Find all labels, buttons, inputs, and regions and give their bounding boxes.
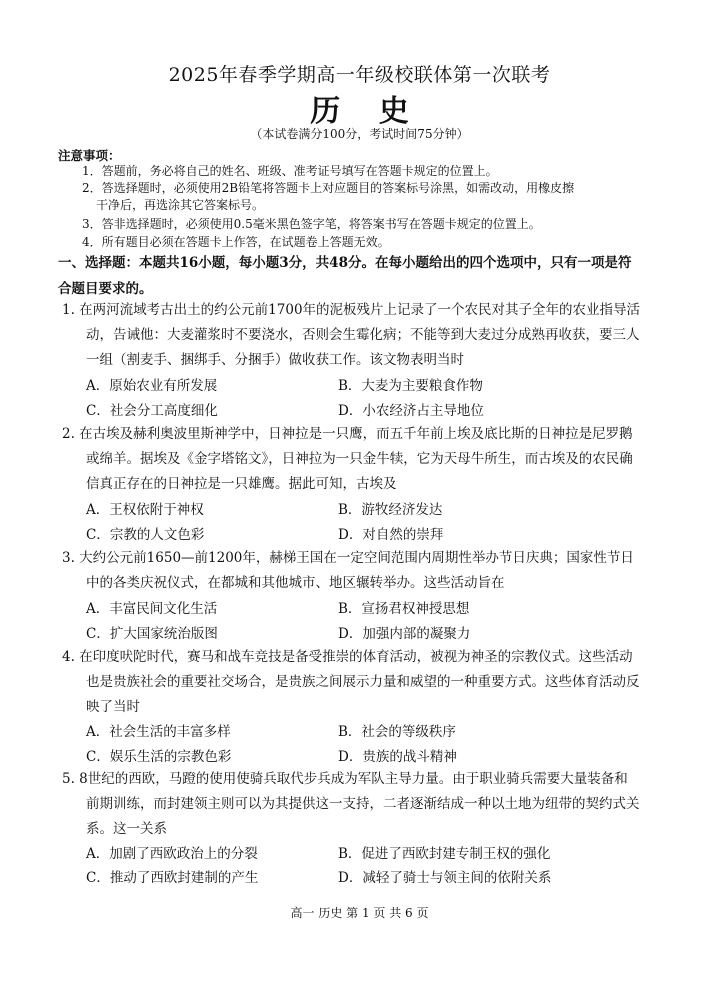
question-5-option-c[interactable]: C．推动了西欧封建制的产生 bbox=[86, 870, 259, 886]
question-4 bbox=[62, 645, 692, 720]
question-2-line-1: 2. 在古埃及赫利奥波里斯神学中，日神拉是一只鹰，而五千年前上埃及底比斯的日神拉是尼罗鹅 bbox=[62, 426, 633, 442]
question-4-line-1: 4. 在印度吠陀时代，赛马和战车竞技是备受推崇的体育活动，被视为神圣的宗教仪式。这些活动 bbox=[62, 649, 633, 665]
notice-item-4: 4．所有题目必须在答题卡上作答，在试题卷上答题无效。 bbox=[82, 235, 390, 249]
question-2-option-b[interactable]: B．游牧经济发达 bbox=[338, 502, 443, 518]
question-1-option-b[interactable]: B．大麦为主要粮食作物 bbox=[338, 378, 483, 394]
question-5-option-b[interactable]: B．促进了西欧封建专制王权的强化 bbox=[338, 846, 551, 862]
notice-item-2: 2．答选择题时，必须使用2B铅笔将答题卡上对应题目的答案标号涂黑，如需改动，用橡皮擦 bbox=[82, 181, 575, 195]
question-2-option-a[interactable]: A．王权依附于神权 bbox=[86, 502, 204, 518]
notice-item-3: 3．答非选择题时，必须使用0.5毫米黑色签字笔，将答案书写在答题卡规定的位置上。 bbox=[82, 217, 541, 231]
page-footer: 高一 历史 第 1 页 共 6 页 bbox=[290, 906, 429, 920]
section-heading-line1: 一、选择题：本题共16小题，每小题3分，共48分。在每小题给出的四个选项中，只有一项是符 bbox=[58, 255, 632, 271]
question-1-option-d[interactable]: D．小农经济占主导地位 bbox=[338, 403, 484, 419]
question-1 bbox=[62, 298, 692, 373]
question-5 bbox=[62, 767, 692, 842]
question-4-option-b[interactable]: B．社会的等级秩序 bbox=[338, 724, 456, 740]
subject-title: 历 史 bbox=[310, 94, 423, 129]
question-3-option-b[interactable]: B．宣扬君权神授思想 bbox=[338, 601, 470, 617]
question-4-line-2: 也是贵族社会的重要社交场合，是贵族之间展示力量和威望的一种重要方式。这些体育活动反 bbox=[86, 674, 640, 690]
notice-item-1: 1．答题前，务必将自己的姓名、班级、准考证号填写在答题卡规定的位置上。 bbox=[82, 164, 498, 178]
question-5-line-1: 5. 8世纪的西欧，马蹬的使用使骑兵取代步兵成为军队主导力量。由于职业骑兵需要大量装备和 bbox=[62, 771, 628, 787]
question-5-line-2: 前期训练，而封建领主则可以为其提供这一支持，二者逐渐结成一种以土地为纽带的契约式关 bbox=[86, 796, 640, 812]
question-2-line-2: 或绵羊。据埃及《金字塔铭文》，日神拉为一只金牛犊，它为天母牛所生，而古埃及的农民确 bbox=[86, 451, 633, 467]
section-heading-line2: 合题目要求的。 bbox=[58, 281, 153, 297]
question-3-option-a[interactable]: A．丰富民间文化生活 bbox=[86, 601, 218, 617]
question-4-option-a[interactable]: A．社会生活的丰富多样 bbox=[86, 724, 231, 740]
exam-title: 2025年春季学期高一年级校联体第一次联考 bbox=[168, 64, 551, 86]
question-3-option-d[interactable]: D．加强内部的凝聚力 bbox=[338, 626, 471, 642]
question-3-line-2: 中的各类庆祝仪式，在都城和其他城市、地区辗转举办。这些活动旨在 bbox=[86, 575, 505, 591]
question-1-option-a[interactable]: A．原始农业有所发展 bbox=[86, 378, 218, 394]
question-2 bbox=[62, 422, 692, 497]
question-5-option-a[interactable]: A．加剧了西欧政治上的分裂 bbox=[86, 846, 258, 862]
question-4-option-c[interactable]: C．娱乐生活的宗教色彩 bbox=[86, 749, 232, 765]
notice-item-2-cont: 干净后，再选涂其它答案标号。 bbox=[96, 198, 265, 212]
section-heading bbox=[58, 250, 698, 302]
question-5-line-3: 系。这一关系 bbox=[86, 821, 167, 837]
question-4-option-d[interactable]: D．贵族的战斗精神 bbox=[338, 749, 457, 765]
question-3-line-1: 3. 大约公元前1650—前1200年，赫梯王国在一定空间范围内周期性举办节日庆典；国家性节日 bbox=[62, 550, 634, 566]
question-4-line-3: 映了当时 bbox=[86, 699, 140, 715]
question-3-option-c[interactable]: C．扩大国家统治版图 bbox=[86, 626, 218, 642]
question-1-option-c[interactable]: C．社会分工高度细化 bbox=[86, 403, 218, 419]
question-2-option-c[interactable]: C．宗教的人文色彩 bbox=[86, 527, 205, 543]
exam-note: （本试卷满分100分，考试时间75分钟） bbox=[250, 127, 469, 141]
question-2-option-d[interactable]: D．对自然的崇拜 bbox=[338, 527, 444, 543]
question-2-line-3: 信真正存在的日神拉是一只雄鹰。据此可知，古埃及 bbox=[86, 476, 397, 492]
question-5-option-d[interactable]: D．减轻了骑士与领主间的依附关系 bbox=[338, 870, 552, 886]
question-1-line-3: 一组（割麦手、捆绑手、分捆手）做收获工作。该文物表明当时 bbox=[86, 352, 464, 368]
question-1-line-1: 1. 在两河流域考古出土的约公元前1700年的泥板残片上记录了一个农民对其子全年的农业指导活 bbox=[62, 302, 641, 318]
question-1-line-2: 动，告诫他：大麦灌浆时不要浇水，否则会生霉化病；不能等到大麦过分成熟再收获，要三人 bbox=[86, 327, 640, 343]
question-3 bbox=[62, 546, 692, 596]
notice-title: 注意事项： bbox=[58, 148, 121, 163]
